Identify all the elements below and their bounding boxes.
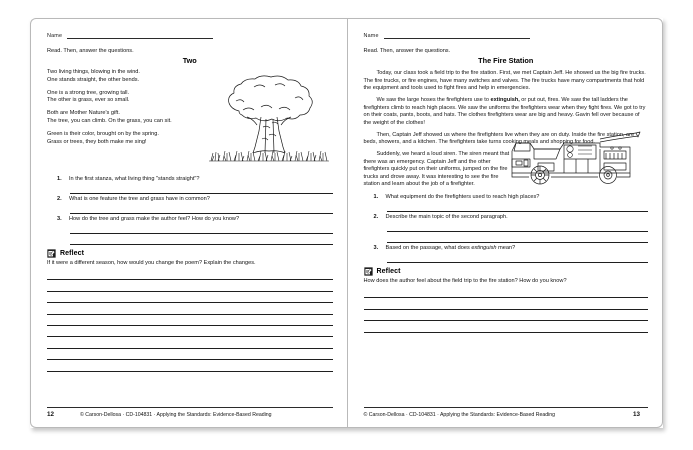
question-number: 3. xyxy=(373,245,379,251)
name-input-line[interactable] xyxy=(384,34,530,39)
vocab-term-bold: extinguish, xyxy=(490,97,520,103)
poem-line: The other is grass, ever so small. xyxy=(47,97,130,104)
passage-text-run: Suddenly, we heard a loud siren. The siren meant that there was an emergency. Captain Jeff and the other firefighters quickly put on their uniforms, jumped on the fire trucks and drove away. It was interesting to see the fire station and learn about the job of a firefighter. xyxy=(363,151,510,187)
page-footer-right xyxy=(364,407,649,418)
poem-line: Two living things, blowing in the wind. xyxy=(47,69,140,75)
reflect-writing-line[interactable] xyxy=(47,360,333,371)
poem-stanza xyxy=(47,69,215,84)
reflect-writing-line[interactable] xyxy=(47,292,333,303)
page-title: Two xyxy=(182,56,197,65)
reflect-writing-line[interactable] xyxy=(47,315,333,326)
vocab-term-italic: extinguish xyxy=(471,245,497,251)
answer-lines xyxy=(364,221,649,243)
reflect-writing-line[interactable] xyxy=(364,321,649,332)
passage-text-run: or put out, fires. We saw the tall ladders the firefighters climb to reach high places. We saw the uniforms the firefighters wear when they fight fires. We got to try on their coats, pants, boots, and hats. The clothes firefighters wear are big and heavy. Gavin fell over because of the weight of the clothes! xyxy=(363,97,646,126)
poem-line: The tree, you can climb. On the grass, you can sit. xyxy=(47,117,172,124)
question-number: 2. xyxy=(57,196,62,202)
reflect-writing-line[interactable] xyxy=(47,280,333,291)
answer-line[interactable] xyxy=(387,221,649,232)
reflect-title-right: Reflect xyxy=(376,268,401,275)
poem-stanza xyxy=(47,110,215,125)
reflect-answer-lines-right xyxy=(364,287,649,333)
question-text: What is one feature the tree and grass have in common? xyxy=(69,196,210,202)
question-number: 3. xyxy=(57,216,62,222)
footer-divider xyxy=(47,407,333,408)
reflect-prompt-left: If it were a different season, how would you change the poem? Explain the changes. xyxy=(47,260,256,266)
copyright-credit-left: © Carson-Dellosa · CD-104831 · Applying the Standards: Evidence-Based Reading xyxy=(80,412,272,418)
poem-line: Both are Mother Nature's gift. xyxy=(47,110,120,117)
question-text: In the first stanza, what living thing "stands straight"? xyxy=(69,176,200,182)
answer-lines xyxy=(364,201,649,212)
directions-text: Read. Then, answer the questions. xyxy=(47,48,134,54)
answer-lines xyxy=(47,183,333,194)
reflect-writing-line[interactable] xyxy=(47,269,333,280)
answer-lines xyxy=(47,223,333,245)
name-input-line[interactable] xyxy=(67,34,213,39)
poem-stanza xyxy=(47,90,215,105)
poem-section xyxy=(47,69,333,173)
reflect-writing-line[interactable] xyxy=(364,287,649,298)
page-footer-left xyxy=(47,407,333,418)
question-item xyxy=(364,244,649,252)
poem-line: One is a strong tree, growing tall. xyxy=(47,89,130,96)
reflect-prompt-right: How does the author feel about the field trip to the fire station? How do you know? xyxy=(363,278,567,284)
passage-paragraph xyxy=(364,97,649,127)
notepad-pencil-icon xyxy=(47,249,56,258)
answer-line[interactable] xyxy=(387,201,649,212)
answer-line[interactable] xyxy=(70,223,333,234)
answer-line[interactable] xyxy=(70,234,333,245)
worksheet-page-right xyxy=(347,18,664,428)
question-item xyxy=(364,213,649,221)
footer-divider xyxy=(364,407,649,408)
name-field-row xyxy=(47,33,333,39)
poem-line: Green is their color, brought on by the spring. xyxy=(47,131,159,138)
question-item xyxy=(47,195,333,203)
page-number-right: 13 xyxy=(632,411,640,418)
question-item xyxy=(47,215,333,223)
question-text: How do the tree and grass make the author feel? How do you know? xyxy=(69,216,240,222)
question-number: 2. xyxy=(373,214,379,220)
answer-lines xyxy=(364,252,649,263)
worksheet-page-left xyxy=(30,18,347,428)
page-title: The Fire Station xyxy=(478,56,534,65)
passage-paragraph xyxy=(364,151,516,189)
page-number-left: 12 xyxy=(47,411,55,418)
reflect-header-right xyxy=(364,267,649,276)
reflect-writing-line[interactable] xyxy=(47,303,333,314)
notepad-pencil-icon xyxy=(364,267,373,276)
question-number: 1. xyxy=(57,176,62,182)
passage-text-run: We saw the large hoses the firefighters use to xyxy=(376,97,491,103)
reflect-writing-line[interactable] xyxy=(364,310,649,321)
poem-line: One stands straight, the other bends. xyxy=(47,76,140,83)
question-text: Based on the passage, what does extinguish mean? xyxy=(385,245,516,251)
question-text: What equipment do the firefighters used to reach high places? xyxy=(385,194,540,200)
question-item xyxy=(47,175,333,183)
name-label: Name xyxy=(363,33,379,39)
answer-line[interactable] xyxy=(70,183,333,194)
poem-stanza xyxy=(47,131,215,146)
copyright-credit-right: © Carson-Dellosa · CD-104831 · Applying the Standards: Evidence-Based Reading xyxy=(363,412,556,418)
name-label: Name xyxy=(47,33,63,39)
reflect-writing-line[interactable] xyxy=(47,349,333,360)
poem-text xyxy=(47,69,215,146)
reflect-title-left: Reflect xyxy=(60,250,85,257)
passage-text-run: Then, Captain Jeff showed us where the firefighters live when they are on duty. Inside the fire station, are beds, showers, and a kitchen. The firefighters take turns cooking meals and shopping for food. xyxy=(363,131,635,145)
answer-line[interactable] xyxy=(70,203,333,214)
name-field-row xyxy=(364,33,649,39)
reflect-writing-line[interactable] xyxy=(47,337,333,348)
poem-line: Grass or trees, they both make me sing! xyxy=(47,138,147,145)
passage-text-run: Today, our class took a field trip to the fire station. First, we met Captain Jeff. He showed us the big fire trucks. The fire trucks, or fire engines, have many switches and valves. The fire trucks have many compartments that hold the equipment and tools used to fight fires and help in emergencies. xyxy=(363,70,646,91)
reflect-writing-line[interactable] xyxy=(364,298,649,309)
question-item xyxy=(364,193,649,201)
tree-with-grass-illustration xyxy=(209,73,329,171)
answer-line[interactable] xyxy=(387,232,649,243)
worksheet-spread xyxy=(30,18,663,428)
fire-truck-illustration xyxy=(504,129,646,191)
passage-section xyxy=(364,70,649,189)
question-number: 1. xyxy=(373,194,379,200)
reflect-answer-lines-left xyxy=(47,269,333,372)
reflect-writing-line[interactable] xyxy=(47,326,333,337)
reflect-header-left xyxy=(47,249,333,258)
answer-line[interactable] xyxy=(387,252,649,263)
questions-list-left xyxy=(47,175,333,245)
question-text: Describe the main topic of the second paragraph. xyxy=(385,214,508,220)
passage-paragraph xyxy=(364,70,649,93)
questions-list-right xyxy=(364,193,649,263)
directions-text: Read. Then, answer the questions. xyxy=(363,48,451,54)
answer-lines xyxy=(47,203,333,214)
